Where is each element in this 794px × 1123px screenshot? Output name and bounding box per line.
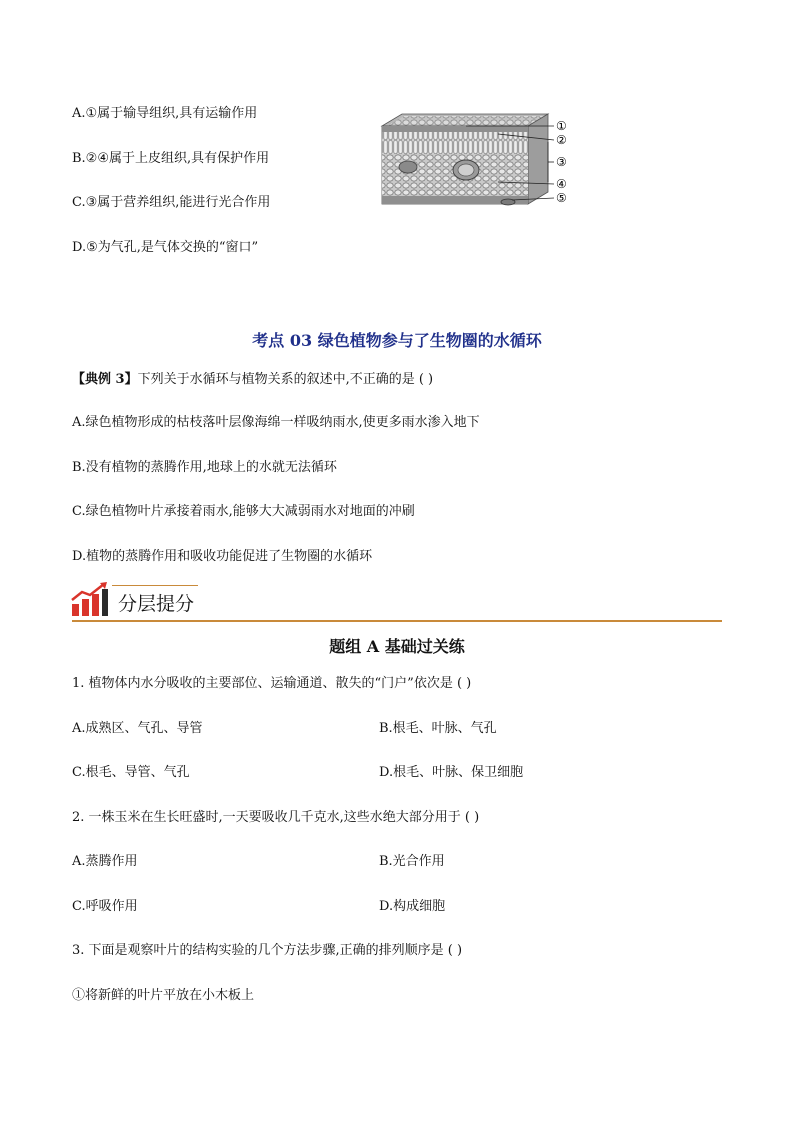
example-option-a: A.绿色植物形成的枯枝落叶层像海绵一样吸纳雨水,使更多雨水渗入地下 <box>72 415 480 430</box>
figure-label-3: ③ <box>556 155 567 169</box>
example-option-d: D.植物的蒸腾作用和吸收功能促进了生物圈的水循环 <box>72 549 373 564</box>
example-tag: 【典例 3】 <box>72 372 138 387</box>
question-1-option-a: A.成熟区、气孔、导管 <box>72 721 203 736</box>
question-3-stem: 3. 下面是观察叶片的结构实验的几个方法步骤,正确的排列顺序是 ( ) <box>72 943 463 958</box>
rising-bar-chart-icon <box>70 582 110 618</box>
figure-label-1: ① <box>556 119 567 133</box>
section-title: 考点 03 绿色植物参与了生物圈的水循环 <box>252 331 542 350</box>
group-title: 题组 A 基础过关练 <box>329 637 465 656</box>
option-c: C.③属于营养组织,能进行光合作用 <box>72 195 271 210</box>
example-option-b: B.没有植物的蒸腾作用,地球上的水就无法循环 <box>72 460 337 475</box>
option-a: A.①属于输导组织,具有运输作用 <box>72 106 258 121</box>
figure-label-4: ④ <box>556 177 567 191</box>
question-2-option-a: A.蒸腾作用 <box>72 854 138 869</box>
question-2-option-b: B.光合作用 <box>379 854 445 869</box>
question-2-option-c: C.呼吸作用 <box>72 899 138 914</box>
example-stem <box>72 368 433 387</box>
question-2-stem: 2. 一株玉米在生长旺盛时,一天要吸收几千克水,这些水绝大部分用于 ( ) <box>72 810 480 825</box>
leaf-cross-section-figure <box>378 112 574 222</box>
question-3-step-1: ①将新鲜的叶片平放在小木板上 <box>72 988 255 1003</box>
banner-rule <box>72 620 722 622</box>
question-1-option-b: B.根毛、叶脉、气孔 <box>379 721 497 736</box>
banner-top-rule <box>112 585 198 586</box>
figure-label-5: ⑤ <box>556 191 567 205</box>
example-option-c: C.绿色植物叶片承接着雨水,能够大大减弱雨水对地面的冲刷 <box>72 504 415 519</box>
question-1-stem: 1. 植物体内水分吸收的主要部位、运输通道、散失的“门户”依次是 ( ) <box>72 676 472 691</box>
question-2-option-d: D.构成细胞 <box>379 899 446 914</box>
question-1-option-d: D.根毛、叶脉、保卫细胞 <box>379 765 524 780</box>
question-1-option-c: C.根毛、导管、气孔 <box>72 765 190 780</box>
example-stem-text: 下列关于水循环与植物关系的叙述中,不正确的是 ( ) <box>137 372 434 387</box>
option-b: B.②④属于上皮组织,具有保护作用 <box>72 151 270 166</box>
banner-title: 分层提分 <box>118 593 195 615</box>
option-d: D.⑤为气孔,是气体交换的“窗口” <box>72 240 259 255</box>
figure-label-2: ② <box>556 133 567 147</box>
